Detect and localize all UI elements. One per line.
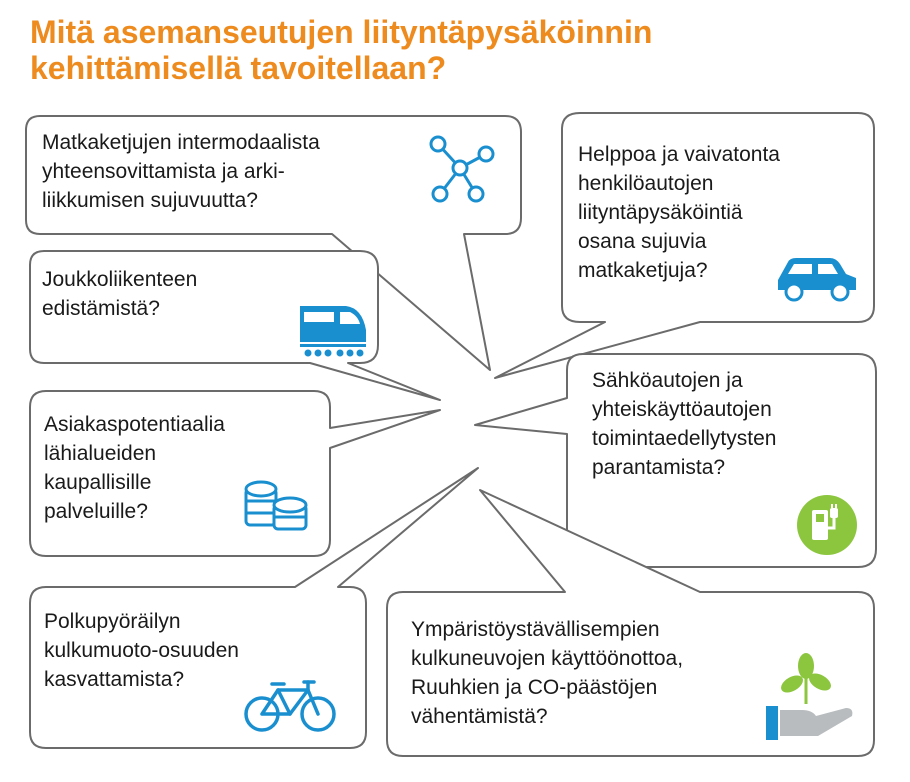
title-line-2: kehittämisellä tavoitellaan? <box>30 50 447 86</box>
train-icon <box>296 300 368 358</box>
bubble-customers-text: Asiakaspotentiaalia lähialueiden kaupallisille palveluille? <box>44 413 225 523</box>
car-icon <box>774 256 860 302</box>
bicycle-icon <box>242 676 338 736</box>
bubble-environment-text: Ympäristöystävällisempien kulkuneuvojen käyttöönottoa, Ruuhkien ja CO-päästöjen vähentämistä? <box>411 618 684 728</box>
network-icon <box>426 132 498 206</box>
bubble-cycling-text: Polkupyöräilyn kulkumuoto-osuuden kasvattamista? <box>44 610 239 691</box>
bubble-electric-text: Sähköautojen ja yhteiskäyttöautojen toimintaedellytysten parantamista? <box>592 369 777 479</box>
bubble-car-parking-text: Helppoa ja vaivatonta henkilöautojen liityntäpysäköintiä osana sujuvia matkaketjuja? <box>578 143 780 282</box>
title-line-1: Mitä asemanseutujen liityntäpysäköinnin <box>30 14 653 50</box>
plant-hand-icon <box>762 652 858 744</box>
bubble-intermodal-text: Matkaketjujen intermodaalista yhteensovittamista ja arki- liikkumisen sujuvuutta? <box>42 131 320 212</box>
coins-icon <box>240 475 312 537</box>
bubble-transit-text: Joukkoliikenteen edistämistä? <box>42 268 198 320</box>
ev-charger-icon <box>796 494 858 556</box>
